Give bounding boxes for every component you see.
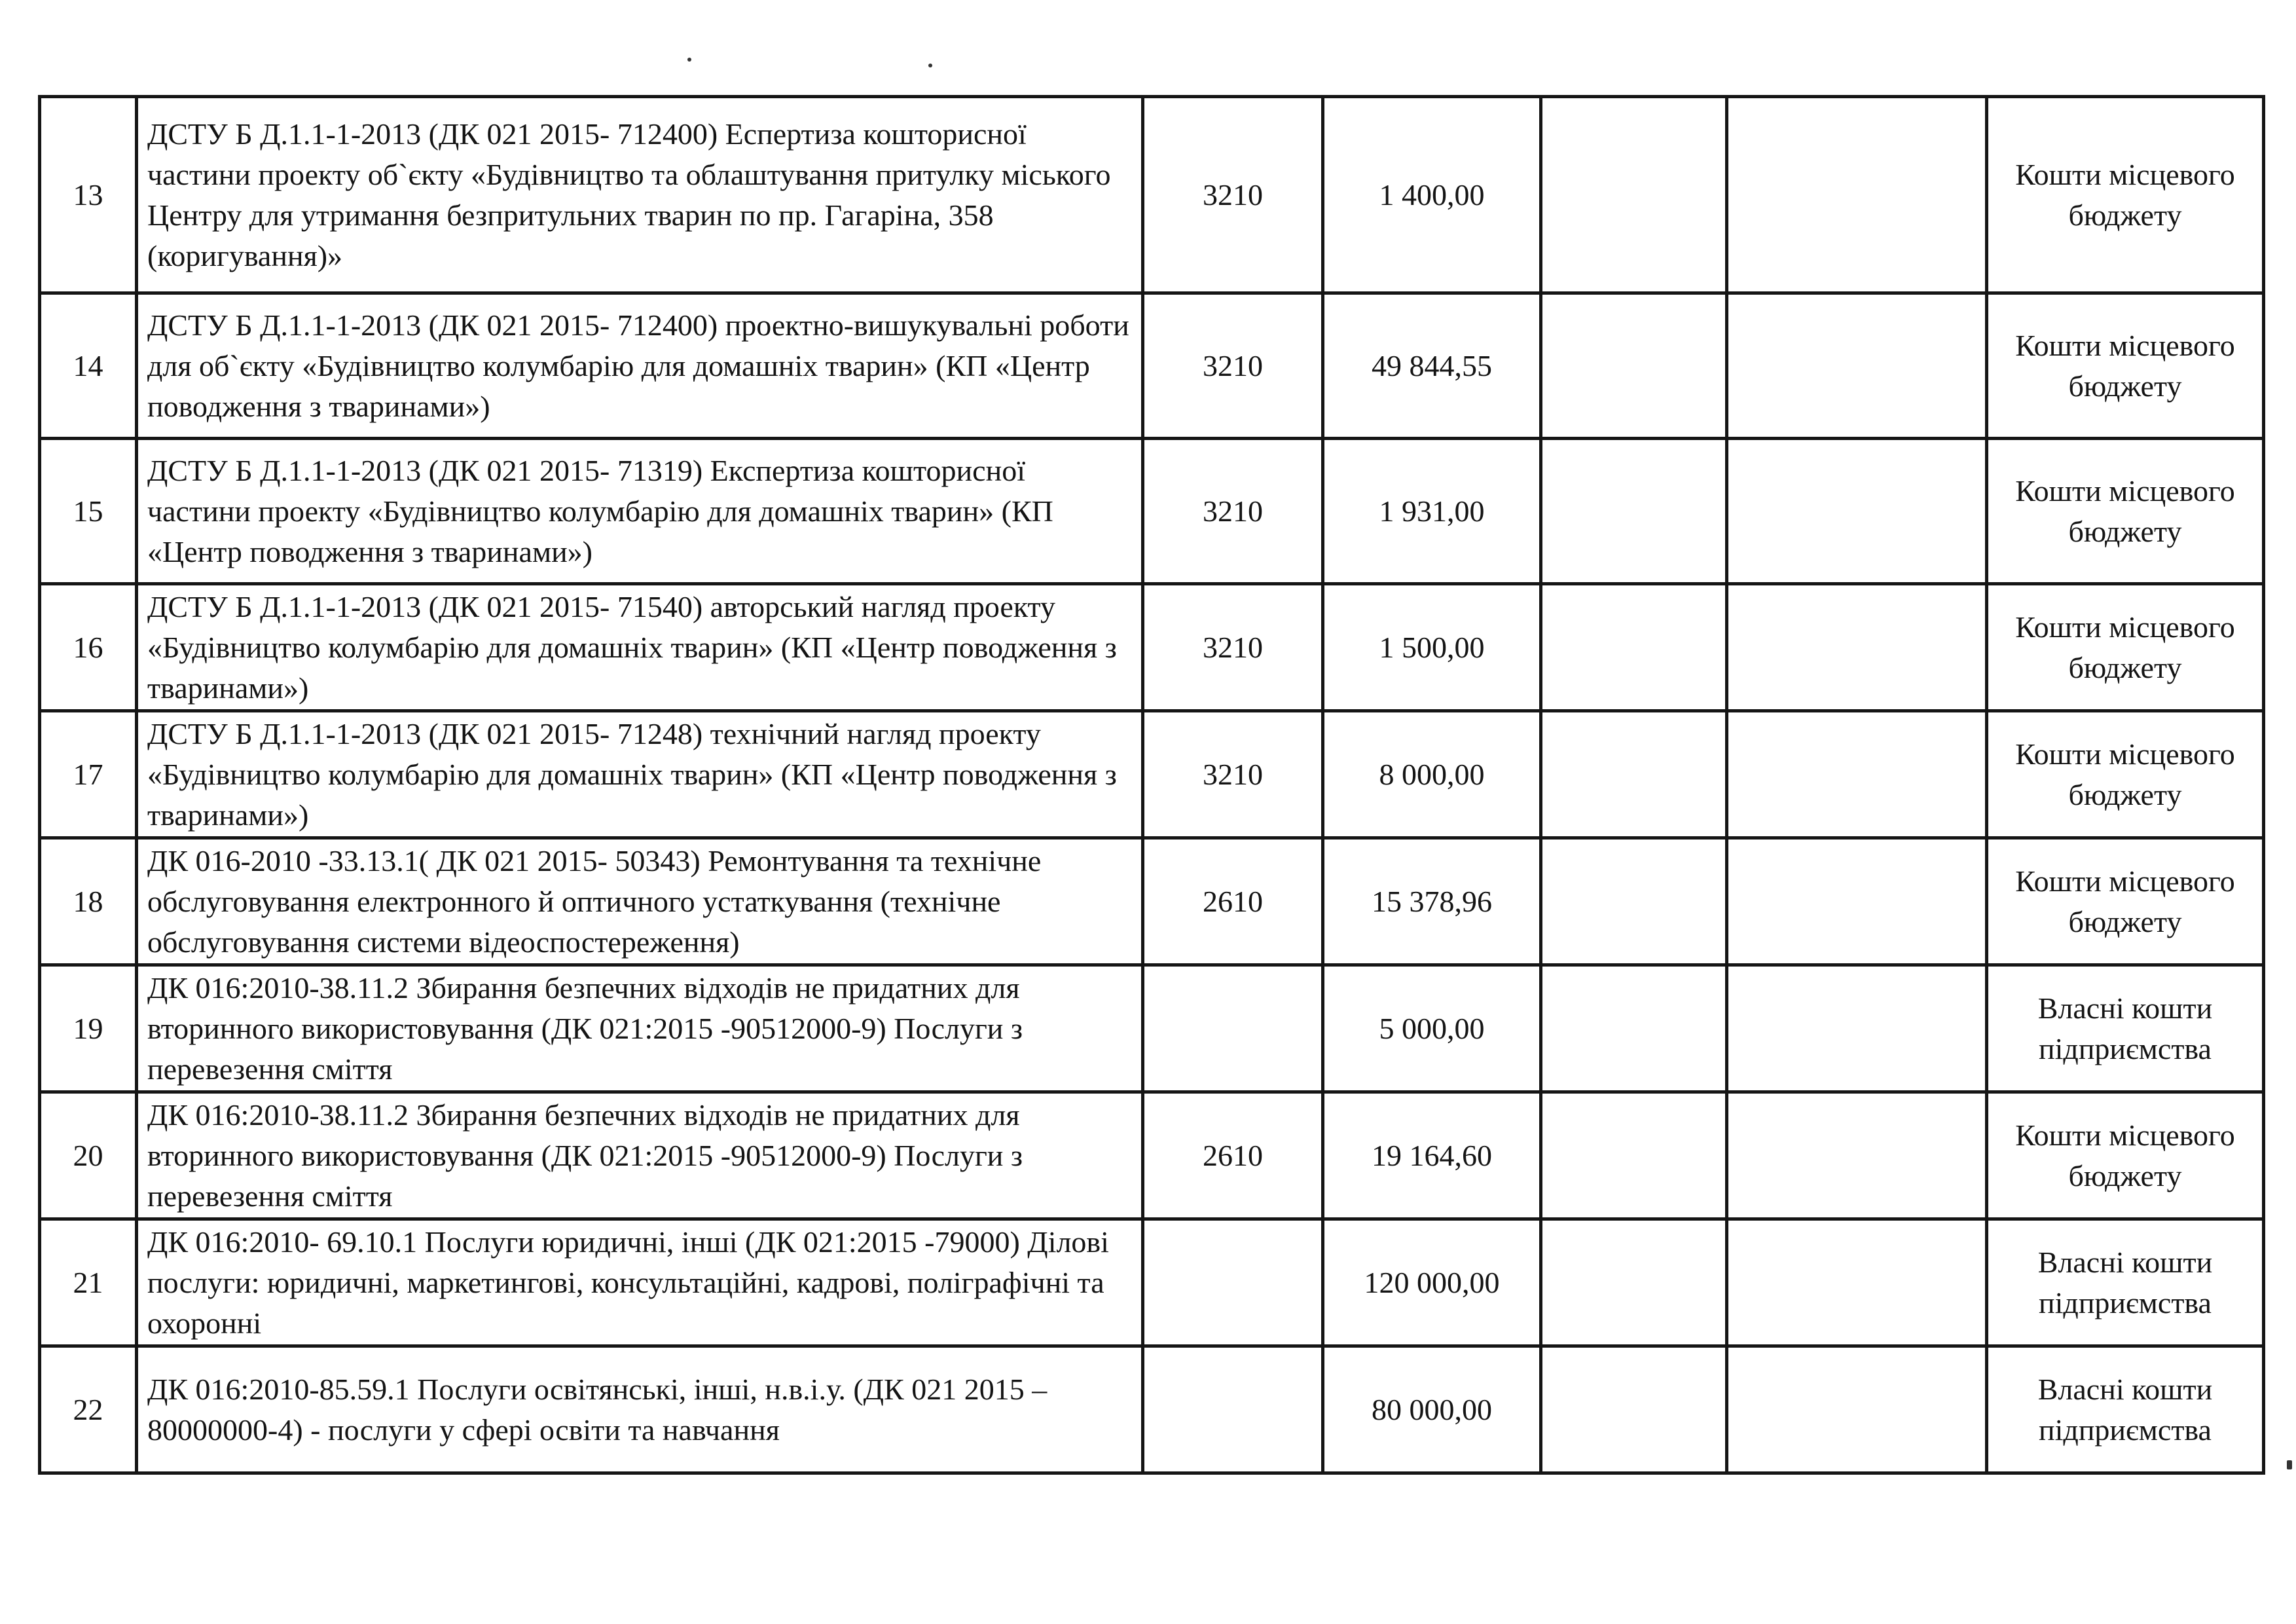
kekv-code: 3210 [1143,711,1323,838]
item-description: ДСТУ Б Д.1.1-1-2013 (ДК 021 2015- 71319) Експертиза кошторисної частини проекту «Будівництво колумбарію для домашніх тварин» (КП «Центр поводження з тваринами») [137,439,1143,584]
procedure-cell [1541,1346,1727,1473]
row-number: 18 [40,838,137,965]
start-date-cell [1727,293,1987,439]
funding-source: Кошти місцевого бюджету [1987,711,2264,838]
expected-amount: 5 000,00 [1323,965,1541,1092]
table-row [40,97,2264,293]
procedure-cell [1541,584,1727,711]
funding-source: Власні кошти підприємства [1987,965,2264,1092]
funding-source: Кошти місцевого бюджету [1987,439,2264,584]
item-description: ДК 016:2010-38.11.2 Збирання безпечних відходів не придатних для вторинного використовування (ДК 021:2015 -90512000-9) Послуги з перевезення сміття [137,1092,1143,1219]
start-date-cell [1727,97,1987,293]
expected-amount: 19 164,60 [1323,1092,1541,1219]
item-description: ДК 016:2010-38.11.2 Збирання безпечних відходів не придатних для вторинного використовування (ДК 021:2015 -90512000-9) Послуги з перевезення сміття [137,965,1143,1092]
procedure-cell [1541,711,1727,838]
item-description: ДСТУ Б Д.1.1-1-2013 (ДК 021 2015- 71248) технічний нагляд проекту «Будівництво колумбарію для домашніх тварин» (КП «Центр поводження з тваринами») [137,711,1143,838]
item-description: ДК 016-2010 -33.13.1( ДК 021 2015- 50343) Ремонтування та технічне обслуговування електронного й оптичного устаткування (технічне обслуговування системи відеоспостереження) [137,838,1143,965]
scan-speck [928,64,932,67]
item-description: ДСТУ Б Д.1.1-1-2013 (ДК 021 2015- 712400) проектно-вишукувальні роботи для об`єкту «Будівництво колумбарію для домашніх тварин» (КП «Центр поводження з тваринами») [137,293,1143,439]
expected-amount: 1 400,00 [1323,97,1541,293]
table-row [40,838,2264,965]
funding-source: Власні кошти підприємства [1987,1219,2264,1346]
procedure-cell [1541,1219,1727,1346]
row-number: 21 [40,1219,137,1346]
start-date-cell [1727,965,1987,1092]
funding-source: Кошти місцевого бюджету [1987,1092,2264,1219]
table-row [40,293,2264,439]
scan-speck [2287,1460,2292,1469]
row-number: 16 [40,584,137,711]
expected-amount: 1 500,00 [1323,584,1541,711]
start-date-cell [1727,1346,1987,1473]
expected-amount: 1 931,00 [1323,439,1541,584]
row-number: 17 [40,711,137,838]
kekv-code: 3210 [1143,293,1323,439]
funding-source: Кошти місцевого бюджету [1987,584,2264,711]
kekv-code [1143,965,1323,1092]
item-description: ДК 016:2010- 69.10.1 Послуги юридичні, інші (ДК 021:2015 -79000) Ділові послуги: юридичні, маркетингові, консультаційні, кадрові, поліграфічні та охоронні [137,1219,1143,1346]
start-date-cell [1727,584,1987,711]
table-row [40,965,2264,1092]
scan-speck [687,58,691,62]
procedure-cell [1541,97,1727,293]
table-row [40,1092,2264,1219]
row-number: 14 [40,293,137,439]
kekv-code: 2610 [1143,1092,1323,1219]
kekv-code: 3210 [1143,584,1323,711]
item-description: ДСТУ Б Д.1.1-1-2013 (ДК 021 2015- 712400) Еспертиза кошторисної частини проекту об`єкту «Будівництво та облаштування притулку міського Центру для утримання безпритульних тварин по пр. Гагаріна, 358 (коригування)» [137,97,1143,293]
kekv-code [1143,1346,1323,1473]
item-description: ДК 016:2010-85.59.1 Послуги освітянські, інші, н.в.і.у. (ДК 021 2015 – 80000000-4) - послуги у сфері освіти та навчання [137,1346,1143,1473]
procedure-cell [1541,439,1727,584]
table-row [40,584,2264,711]
start-date-cell [1727,1092,1987,1219]
expected-amount: 49 844,55 [1323,293,1541,439]
kekv-code [1143,1219,1323,1346]
funding-source: Кошти місцевого бюджету [1987,97,2264,293]
table-row [40,1346,2264,1473]
row-number: 15 [40,439,137,584]
procedure-cell [1541,838,1727,965]
kekv-code: 2610 [1143,838,1323,965]
kekv-code: 3210 [1143,97,1323,293]
funding-source: Власні кошти підприємства [1987,1346,2264,1473]
start-date-cell [1727,711,1987,838]
procurement-table [38,95,2265,1475]
table-row [40,1219,2264,1346]
procedure-cell [1541,1092,1727,1219]
start-date-cell [1727,1219,1987,1346]
funding-source: Кошти місцевого бюджету [1987,838,2264,965]
item-description: ДСТУ Б Д.1.1-1-2013 (ДК 021 2015- 71540) авторський нагляд проекту «Будівництво колумбарію для домашніх тварин» (КП «Центр поводження з тваринами») [137,584,1143,711]
start-date-cell [1727,838,1987,965]
kekv-code: 3210 [1143,439,1323,584]
expected-amount: 15 378,96 [1323,838,1541,965]
row-number: 20 [40,1092,137,1219]
expected-amount: 8 000,00 [1323,711,1541,838]
row-number: 13 [40,97,137,293]
table-row [40,711,2264,838]
funding-source: Кошти місцевого бюджету [1987,293,2264,439]
procedure-cell [1541,965,1727,1092]
expected-amount: 80 000,00 [1323,1346,1541,1473]
expected-amount: 120 000,00 [1323,1219,1541,1346]
procedure-cell [1541,293,1727,439]
table-body [40,97,2264,1473]
row-number: 22 [40,1346,137,1473]
start-date-cell [1727,439,1987,584]
row-number: 19 [40,965,137,1092]
table-row [40,439,2264,584]
